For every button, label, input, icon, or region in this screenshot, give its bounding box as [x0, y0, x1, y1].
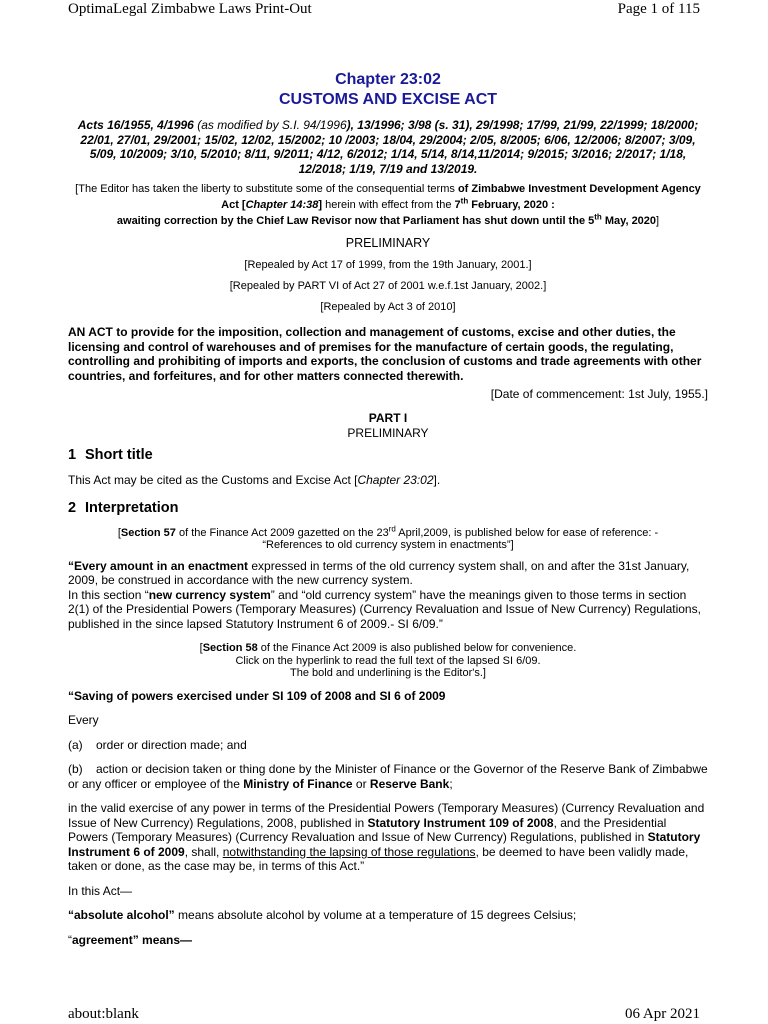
- part-label: PART I: [368, 411, 408, 425]
- para1-text: expressed in terms of the old currency system shall, on and after the 31st January, 2009, be construed in accordance with the new currency system.: [68, 558, 690, 587]
- editor-note-bracket: ]: [318, 199, 323, 211]
- note57-suffix: rd: [388, 523, 396, 533]
- editor-note-awaiting: awaiting correction by the Chief Law Revisor now that Parliament has shut down until the 5: [116, 215, 595, 227]
- long-title: AN ACT to provide for the imposition, collection and management of customs, excise and other duties, the licensing and control of warehouses and of premises for the manufacture of certain goods, the regulating, controlling and prohibiting of imports and exports, the conclusion of customs and trade agreements with other countries, and forfeitures, and for other matters connected therewith.: [68, 325, 702, 383]
- saving-heading: “Saving of powers exercised under SI 109 of 2008 and SI 6 of 2009: [68, 688, 446, 703]
- item-a-label: (a): [68, 737, 83, 752]
- chapter-number: Chapter 23:02: [335, 71, 441, 88]
- item-b-label: (b): [68, 762, 83, 776]
- section-57-note: [68, 523, 708, 552]
- editor-note-day: 7: [454, 199, 461, 211]
- every-text: Every: [68, 713, 99, 727]
- note58-line3: The bold and underlining is the Editor's.]: [290, 667, 486, 679]
- in-this-act: In this Act—: [68, 883, 133, 898]
- valid-si-6: Statutory Instrument 6 of 2009: [68, 830, 701, 859]
- preliminary-heading: PRELIMINARY: [345, 236, 431, 250]
- editor-note-close: ]: [656, 215, 660, 227]
- def1-term: “absolute alcohol”: [68, 908, 175, 922]
- section-1-title: Short title: [85, 447, 153, 463]
- section-1-number: 1: [68, 447, 77, 463]
- print-header-title: OptimaLegal Zimbabwe Laws Print-Out: [68, 1, 312, 17]
- note57-line2: “References to old currency system in enactments”]: [262, 539, 514, 551]
- item-b: [68, 762, 708, 791]
- amending-acts-list: [68, 118, 708, 176]
- section-2-heading: [68, 500, 708, 516]
- editor-note-may: May, 2020: [601, 215, 657, 227]
- item-b-end: ;: [449, 776, 453, 791]
- editor-note-day-suffix: th: [460, 196, 469, 206]
- valid-text-a: in the valid exercise of any power in terms of the Presidential Powers (Temporary Measures) (Currency Revaluation and Issue of New Currency) Regulations, 2008, published in: [68, 801, 705, 830]
- valid-text-e: , shall,: [184, 844, 223, 859]
- item-b-bank: Reserve Bank: [369, 776, 450, 791]
- para1-term: new currency system: [148, 587, 271, 602]
- note57-section: Section 57: [120, 526, 176, 539]
- section-1-text-a: This Act may be cited as the Customs and Excise Act [: [68, 473, 358, 487]
- section-1-text-c: ].: [433, 473, 441, 487]
- valid-text-g: , be deemed to have been validly made, taken or done, as the case may be, in terms of this Act.”: [68, 844, 689, 873]
- item-b-ministry: Ministry of Finance: [243, 776, 353, 791]
- para1-text-e: ” and “old currency system” have the meanings given to those terms in section 2(1) of the Presidential Powers (Temporary Measures) (Currency Revaluation and Issue of New Currency) Regulations, published in the since lapsed Statutory Instrument 6 of 2009.- SI 6/09.”: [68, 587, 701, 631]
- editor-note-month: February, 2020 :: [468, 199, 555, 211]
- def2-quote: “: [68, 932, 72, 947]
- editor-note-text: [The Editor has taken the liberty to substitute some of the consequential terms: [75, 183, 458, 195]
- def2-term: agreement” means—: [72, 932, 193, 947]
- act-title: CUSTOMS AND EXCISE ACT: [278, 91, 498, 108]
- item-a-text: order or direction made; and: [96, 737, 247, 752]
- section-1-text: [68, 473, 708, 488]
- note58-section: Section 58: [202, 642, 258, 654]
- note58-open: [: [199, 642, 203, 654]
- document-body: [68, 70, 708, 947]
- part-heading: [68, 411, 708, 441]
- page-number: Page 1 of 115: [617, 1, 700, 17]
- editor-note-act: of Zimbabwe Investment Development Agency Act [: [221, 183, 701, 211]
- part-name: PRELIMINARY: [347, 426, 429, 440]
- def1-text: means absolute alcohol by volume at a temperature of 15 degrees Celsius;: [174, 908, 577, 922]
- valid-text-c: , and the Presidential Powers (Temporary Measures) (Currency Revaluation and Issue of New Currency) Regulations, published in: [68, 815, 667, 844]
- editor-note-chapter: Chapter 14:38: [245, 199, 319, 211]
- item-a: [68, 738, 708, 753]
- acts-part-b: (as modified by S.I. 94/1996: [197, 118, 347, 132]
- valid-exercise-paragraph: [68, 801, 708, 874]
- repealed-note-1: [Repealed by Act 17 of 1999, from the 19th January, 2001.]: [244, 259, 532, 271]
- valid-si-109: Statutory Instrument 109 of 2008: [367, 815, 554, 830]
- note58-text: of the Finance Act 2009 is also published below for convenience.: [257, 642, 577, 654]
- note58-line2: Click on the hyperlink to read the full text of the lapsed SI 6/09.: [235, 654, 541, 667]
- section-58-note: [68, 642, 708, 680]
- definition-absolute-alcohol: [68, 908, 708, 923]
- repealed-note-3: [Repealed by Act 3 of 2010]: [320, 301, 456, 313]
- repealed-note-2: [Repealed by PART VI of Act 27 of 2001 w.e.f.1st January, 2002.]: [229, 280, 547, 292]
- item-b-or: or: [352, 776, 370, 791]
- note57-text-end: April,2009, is published below for ease of reference: -: [395, 526, 659, 539]
- para1-text-c: In this section “: [68, 587, 149, 602]
- section-2-number: 2: [68, 499, 77, 516]
- print-header: [68, 1, 700, 18]
- valid-underlined: notwithstanding the lapsing of those regulations: [222, 844, 476, 859]
- commencement-date: [Date of commencement: 1st July, 1955.]: [490, 387, 708, 401]
- section-1-heading: [68, 447, 708, 463]
- section-2-title: Interpretation: [85, 499, 179, 516]
- editor-note: [68, 181, 708, 229]
- footer-date: 06 Apr 2021: [625, 1006, 700, 1022]
- currency-paragraph: [68, 559, 708, 632]
- acts-part-c: ), 13/1996; 3/98 (s. 31), 29/1998; 17/99, 21/99, 22/1999; 18/2000; 22/01, 27/01, 29/2001; 15/02, 12/02, 15/2002; 10 /2003; 18/04, 29/2004; 2/05, 8/2005; 6/06, 12/2006; 8/2007; 3/09, 5/09, 10/2009; 3/10, 5/2010; 8/11, 9/2011; 4/12, 6/2012; 1/14, 5/14, 8/14,11/2014; 9/2015; 3/2016; 2/2017; 1/18, 12/2018; 1/19, 7/19 and 13/2019.: [80, 118, 699, 176]
- acts-part-a: Acts 16/1955, 4/1996: [77, 118, 198, 132]
- note57-open: [: [117, 526, 121, 539]
- note57-text: of the Finance Act 2009 gazetted on the 23: [175, 526, 389, 539]
- footer-url: about:blank: [68, 1006, 139, 1022]
- definition-agreement: [68, 933, 708, 948]
- item-b-text: action or decision taken or thing done by the Minister of Finance or the Governor of the Reserve Bank of Zimbabwe or any officer or employee of the: [68, 762, 708, 791]
- para1-bold: “Every amount in an enactment: [68, 558, 249, 573]
- print-footer: [68, 1006, 700, 1023]
- section-1-chapter: Chapter 23:02: [357, 473, 434, 487]
- editor-note-may-suffix: th: [594, 212, 602, 222]
- editor-note-effect: herein with effect from the: [322, 199, 455, 211]
